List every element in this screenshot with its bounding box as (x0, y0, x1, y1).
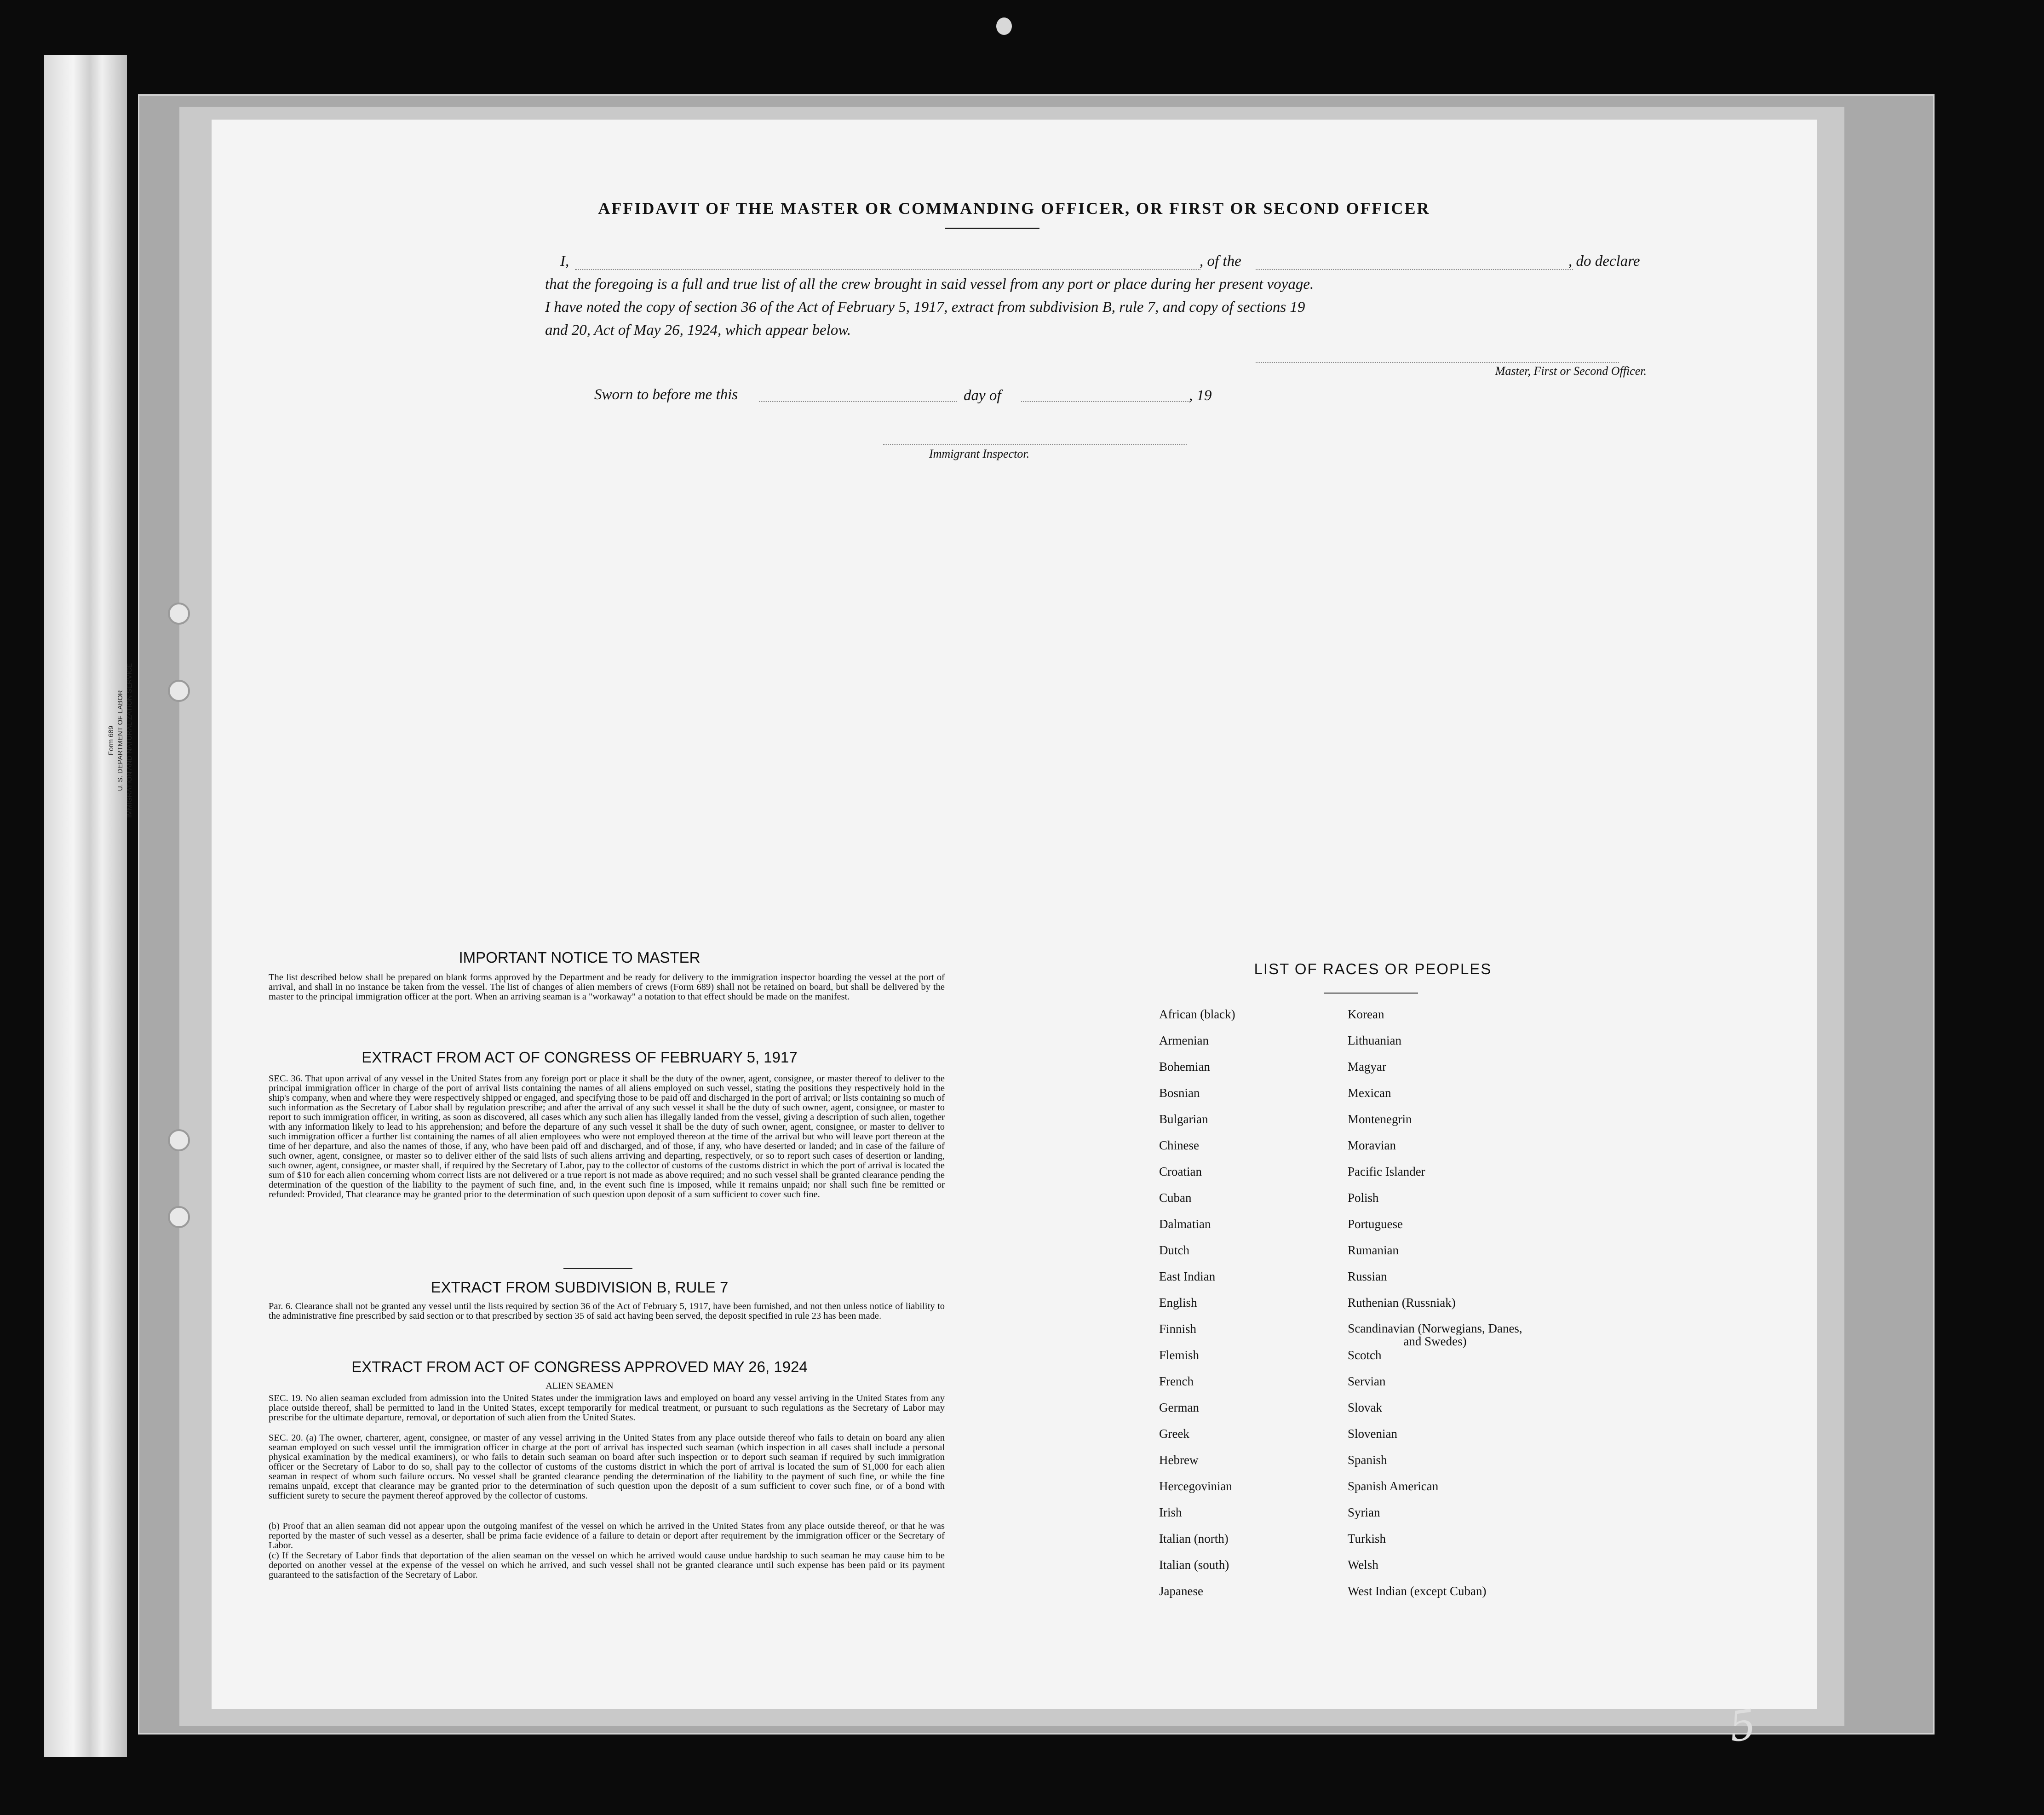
race-item: Croatian (1159, 1165, 1202, 1178)
affidavit-line-4: and 20, Act of May 26, 1924, which appear below. (545, 322, 851, 339)
race-item: Syrian (1348, 1505, 1380, 1519)
stamp-line-1: Form 689 (107, 725, 115, 756)
subdivision-text: Par. 6. Clearance shall not be granted any vessel until the lists required by section 36 of the Act of February 5, 1917, have been furnished, and not then unless notice of liability to the administrative fine prescribed by said section or to that prescribed by section 35 of said act having been served, the deposit specified in rule 23 has been made. (269, 1301, 945, 1321)
races-column-2 (1348, 1007, 1568, 1610)
year-label: , 19 (1189, 387, 1212, 404)
extract-1924-subheading: ALIEN SEAMEN (545, 1381, 614, 1391)
race-item: Bohemian (1159, 1060, 1210, 1074)
race-item: Turkish (1348, 1532, 1386, 1545)
affidavit-i: I, (560, 253, 569, 270)
race-item: Polish (1348, 1191, 1379, 1205)
race-item: Montenegrin (1348, 1112, 1412, 1126)
binder-left-edge (44, 55, 127, 1757)
race-item: Dutch (1159, 1243, 1189, 1257)
race-item: Portuguese (1348, 1217, 1403, 1231)
race-item: Ruthenian (Russniak) (1348, 1296, 1456, 1310)
race-item: Dalmatian (1159, 1217, 1211, 1231)
handwritten-page-number: 5 (1726, 1700, 1759, 1752)
race-item: Flemish (1159, 1348, 1200, 1362)
vessel-field-line[interactable] (1256, 269, 1573, 270)
affidavit-title: AFFIDAVIT OF THE MASTER OR COMMANDING OFFICER, OR FIRST OR SECOND OFFICER (598, 199, 1430, 218)
affidavit-line-3: I have noted the copy of section 36 of the Act of February 5, 1917, extract from subdivision B, rule 7, and copy of sections 19 (545, 299, 1305, 316)
notice-text: The list described below shall be prepared on blank forms approved by the Department and be ready for delivery to the immigration inspector boarding the vessel at the port of arrival, and shall in no instance be taken from the vessel. The list of changes of alien members of crews (Form 689) shall not be retained on board, but shall be delivered by the master to the principal immigration officer at the port. When an arriving seaman is a "workaway" a notation to that effect should be made on the manifest. (269, 972, 945, 1002)
race-item: Servian (1348, 1374, 1386, 1388)
race-item: Lithuanian (1348, 1034, 1401, 1047)
inspector-label: Immigrant Inspector. (929, 447, 1030, 460)
sworn-label: Sworn to before me this (594, 386, 738, 403)
binder-hole (168, 1206, 190, 1228)
extract-1917-text: SEC. 36. That upon arrival of any vessel in the United States from any foreign port or place it shall be the duty of the owner, agent, consignee, or master thereof to deliver to the principal immigration officer in charge of the port of arrival lists containing the names of all aliens employed on such vessel, stating the positions they respectively hold in the ship's company, when and where they were respectively shipped or engaged, and specifying those to be paid off and discharged in the port of arrival; or lists containing so much of such information as the Secretary of Labor shall by regulation prescribe; and after the arrival of any such vessel it shall be the duty of such owner, agent, consignee, or master to report to such immigration officer, in writing, as soon as discovered, all cases which any such alien has illegally landed from the vessel, giving a description of such alien, together with any information likely to lead to his apprehension; and before the departure of any such vessel it shall be the duty of such owner, agent, consignee, or master to deliver to such immigration officer a further list containing the names of all alien employees who were not employed thereon at the time of the arrival but who will leave port thereon at the time of her departure, and also the names of those, if any, who have been paid off and discharged, and of those, if any, who have deserted or landed; and in case of the failure of such owner, agent, consignee, or master so to deliver either of the said lists of such aliens arriving and departing, respectively, or so to report such cases of desertion or landing, such owner, agent, consignee, or master shall, if required by the Secretary of Labor, pay to the collector of customs of the customs district in which the port of arrival is located the sum of $10 for each alien concerning whom correct lists are not delivered or a true report is not made as above required; and no such vessel shall be granted clearance pending the determination of the question of the liability to the payment of such fine, and, in the event such fine is imposed, while it remains unpaid; nor shall such fine be remitted or refunded: Provided, That clearance may be granted prior to the determination of such question upon deposit of a sum sufficient to cover such fine. (269, 1074, 945, 1200)
section-rule (563, 1268, 632, 1269)
races-heading: LIST OF RACES OR PEOPLES (1254, 960, 1492, 977)
race-item: Italian (north) (1159, 1532, 1229, 1545)
race-item: Irish (1159, 1505, 1182, 1519)
subdivision-heading: EXTRACT FROM SUBDIVISION B, RULE 7 (431, 1279, 729, 1296)
race-item: Pacific Islander (1348, 1165, 1425, 1178)
extract-1924-heading: EXTRACT FROM ACT OF CONGRESS APPROVED MAY 26, 1924 (351, 1358, 808, 1375)
binder-rivet (996, 17, 1012, 35)
race-item: Greek (1159, 1427, 1189, 1441)
race-item: East Indian (1159, 1269, 1216, 1283)
extract-1917-heading: EXTRACT FROM ACT OF CONGRESS OF FEBRUARY 5, 1917 (362, 1049, 798, 1066)
race-item: Moravian (1348, 1138, 1396, 1152)
affidavit-do-declare: , do declare (1568, 253, 1640, 270)
race-item: German (1159, 1401, 1199, 1414)
races-rule (1324, 993, 1418, 994)
binder-hole (168, 1129, 190, 1151)
notice-heading: IMPORTANT NOTICE TO MASTER (459, 949, 700, 966)
binder-hole (168, 603, 190, 625)
inspector-signature-line[interactable] (883, 444, 1187, 445)
race-item: Magyar (1348, 1060, 1386, 1074)
races-column-1 (1159, 1007, 1334, 1610)
affidavit-of-the: , of the (1200, 253, 1241, 270)
race-item: Bosnian (1159, 1086, 1200, 1100)
race-item: West Indian (except Cuban) (1348, 1584, 1487, 1598)
race-item: Italian (south) (1159, 1558, 1229, 1572)
race-item: Finnish (1159, 1322, 1197, 1336)
sec-20b-text: (b) Proof that an alien seaman did not appear upon the outgoing manifest of the vessel on which he arrived in the United States from any place outside thereof, or that he was reported by the master of such vessel as a deserter, shall be prima facie evidence of a failure to detain or deport after requirement by the immigration officer or the Secretary of Labor. (269, 1521, 945, 1551)
race-item: Scotch (1348, 1348, 1382, 1362)
race-item: Hercegovinian (1159, 1479, 1232, 1493)
day-of-label: day of (964, 387, 1001, 404)
race-item: Cuban (1159, 1191, 1192, 1205)
race-item: Chinese (1159, 1138, 1199, 1152)
race-item: Japanese (1159, 1584, 1203, 1598)
race-item: Armenian (1159, 1034, 1209, 1047)
race-item: Slovak (1348, 1401, 1383, 1414)
sec-20a-text: SEC. 20. (a) The owner, charterer, agent, consignee, or master of any vessel arriving in the United States from any place outside thereof who fails to detain on board any alien seaman employed on such vessel until the immigration officer in charge at the port of arrival has inspected such seaman (which inspection in all cases shall include a personal physical examination by the medical examiners), or who fails to detain such seaman on board after such inspection or to deport such seaman if required by such immigration officer or the Secretary of Labor to do so, shall pay to the collector of customs of the customs district in which the port of arrival is located the sum of $1,000 for each alien seaman in respect of whom such failure occurs. No vessel shall be granted clearance pending the determination of the liability to the payment of such fine, or while the fine remains unpaid, except that clearance may be granted prior to the determination of such question upon the deposit of a sum sufficient to cover such fine, or of a bond with sufficient surety to secure the payment thereof approved by the collector of customs. (269, 1433, 945, 1501)
race-item: Slovenian (1348, 1427, 1397, 1441)
race-item: Bulgarian (1159, 1112, 1208, 1126)
race-item: Scandinavian (Norwegians, Danes, and Swedes) (1348, 1321, 1522, 1348)
binder-hole (168, 680, 190, 702)
sworn-day-line[interactable] (759, 401, 957, 402)
race-item: Spanish American (1348, 1479, 1439, 1493)
name-field-line[interactable] (575, 269, 1200, 270)
master-signature-label: Master, First or Second Officer. (1495, 364, 1647, 378)
affidavit-line-2: that the foregoing is a full and true list of all the crew brought in said vessel from any port or place during her present voyage. (545, 276, 1314, 293)
race-item: Rumanian (1348, 1243, 1399, 1257)
race-item: Mexican (1348, 1086, 1391, 1100)
sec-20c-text: (c) If the Secretary of Labor finds that deportation of the alien seaman on the vessel on which he arrived would cause undue hardship to such seaman he may cause him to be deported on another vessel at the expense of the vessel on which he arrived, and such vessel shall not be granted clearance until such expense has been paid or its payment guaranteed to the satisfaction of the Secretary of Labor. (269, 1551, 945, 1580)
race-item: Russian (1348, 1269, 1387, 1283)
race-item: Spanish (1348, 1453, 1387, 1467)
race-item: French (1159, 1374, 1194, 1388)
race-item: English (1159, 1296, 1197, 1310)
race-item: Welsh (1348, 1558, 1378, 1572)
stamp-line-3: IMMIGRATION AND NATURALIZATION SERVICE (126, 663, 133, 818)
stamp-line-2: U. S. DEPARTMENT OF LABOR (116, 690, 124, 791)
race-item: Hebrew (1159, 1453, 1199, 1467)
race-item: Korean (1348, 1007, 1384, 1021)
sworn-month-line[interactable] (1021, 401, 1191, 402)
title-rule (945, 228, 1039, 229)
sec-19-text: SEC. 19. No alien seaman excluded from admission into the United States under the immigration laws and employed on board any vessel arriving in the United States from any place outside thereof, shall be permitted to land in the United States, except temporarily for medical treatment, or pursuant to such regulations as the Secretary of Labor may prescribe for the ultimate departure, removal, or deportation of such alien from the United States. (269, 1393, 945, 1423)
master-signature-line[interactable] (1256, 362, 1619, 363)
side-stamp (107, 653, 148, 828)
form-page (212, 120, 1817, 1709)
race-item: African (black) (1159, 1007, 1235, 1021)
